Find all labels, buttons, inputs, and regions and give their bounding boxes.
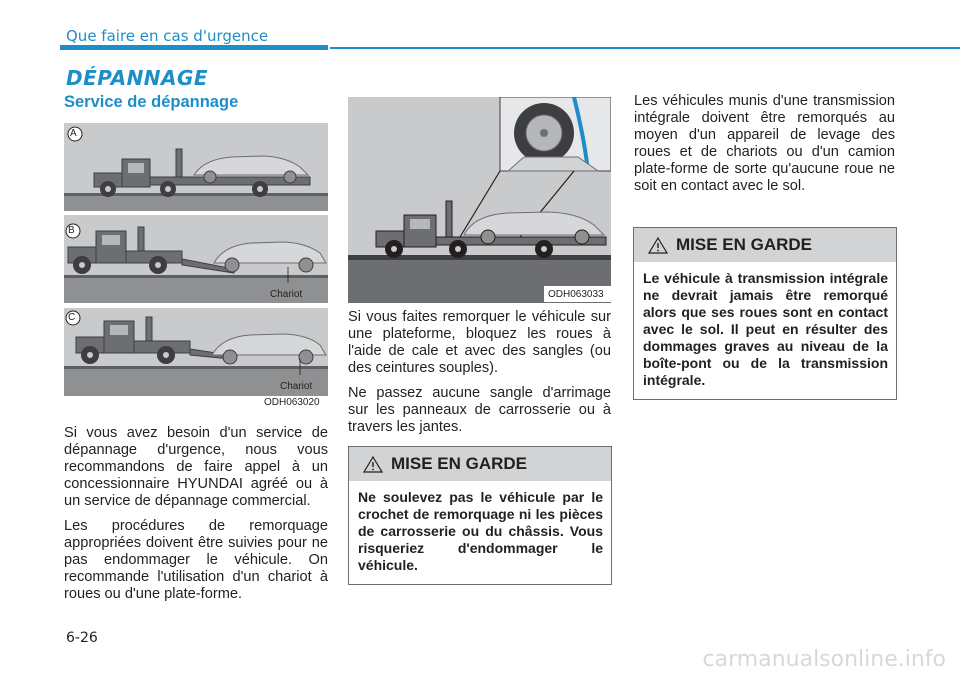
column-3-text [634,93,895,203]
panel-letter-b: B [68,225,75,236]
paragraph: Les procédures de remorquage appropriées doivent être suivies pour ne pas endommager le véhicule. On recommande l'utilisation d'un chariot à roues ou d'une plate-forme. [64,518,328,602]
paragraph: Ne passez aucune sangle d'arrimage sur les panneaux de carrosserie ou à travers les jantes. [348,385,611,435]
warning-title: MISE EN GARDE [391,454,528,473]
column-2-text [348,309,611,444]
page-number: 6-26 [66,630,98,646]
figure-code-left: ODH063020 [264,397,320,408]
warning-triangle-icon [648,237,668,254]
paragraph: Si vous avez besoin d'un service de dépannage d'urgence, nous vous recommandons de faire appel à un concessionnaire HYUNDAI agréé ou à un service de dépannage commercial. [64,425,328,509]
warning-header [634,228,896,262]
paragraph: Si vous faites remorquer le véhicule sur une plateforme, bloquez les roues à l'aide de cale et avec des sangles (ou des ceintures souples). [348,309,611,376]
towing-methods-illustration [64,123,328,408]
header-rule-thick [60,45,328,50]
chapter-header: Que faire en cas d'urgence [66,27,269,45]
warning-triangle-icon [363,456,383,473]
figure-code-middle: ODH063033 [548,289,604,300]
panel-letter-a: A [70,128,77,139]
flatbed-wheel-strap-figure [348,97,611,303]
watermark: carmanualsonline.info [702,647,946,672]
warning-header [349,447,611,481]
warning-title: MISE EN GARDE [676,235,813,254]
section-title: DÉPANNAGE [66,66,209,90]
flatbed-illustration [348,97,611,303]
warning-box-awd [633,227,897,400]
chariot-label-b: Chariot [270,289,303,300]
chariot-label-c: Chariot [280,381,313,392]
subsection-title: Service de dépannage [64,93,239,111]
warning-text: Ne soulevez pas le véhicule par le crochet de remorquage ni les pièces de carrosserie ou du châssis. Vous risqueriez d'endommager le véhicule. [358,489,603,573]
paragraph: Les véhicules munis d'une transmission intégrale doivent être remorqués au moyen d'un appareil de levage des roues et de chariots ou d'un camion plate-forme de sorte qu'aucune roue ne soit en contact avec le sol. [634,93,895,194]
warning-text: Le véhicule à transmission intégrale ne devrait jamais être remorqué alors que ses roues sont en contact avec le sol. Il peut en résulter des dommages graves au niveau de la boîte-pont ou de la transmission intégrale. [643,270,888,388]
column-1-text [64,425,328,611]
panel-letter-c: C [68,312,76,323]
header-rule-thin [330,47,960,49]
towing-methods-figure [64,123,328,408]
warning-box-lifting [348,446,612,585]
